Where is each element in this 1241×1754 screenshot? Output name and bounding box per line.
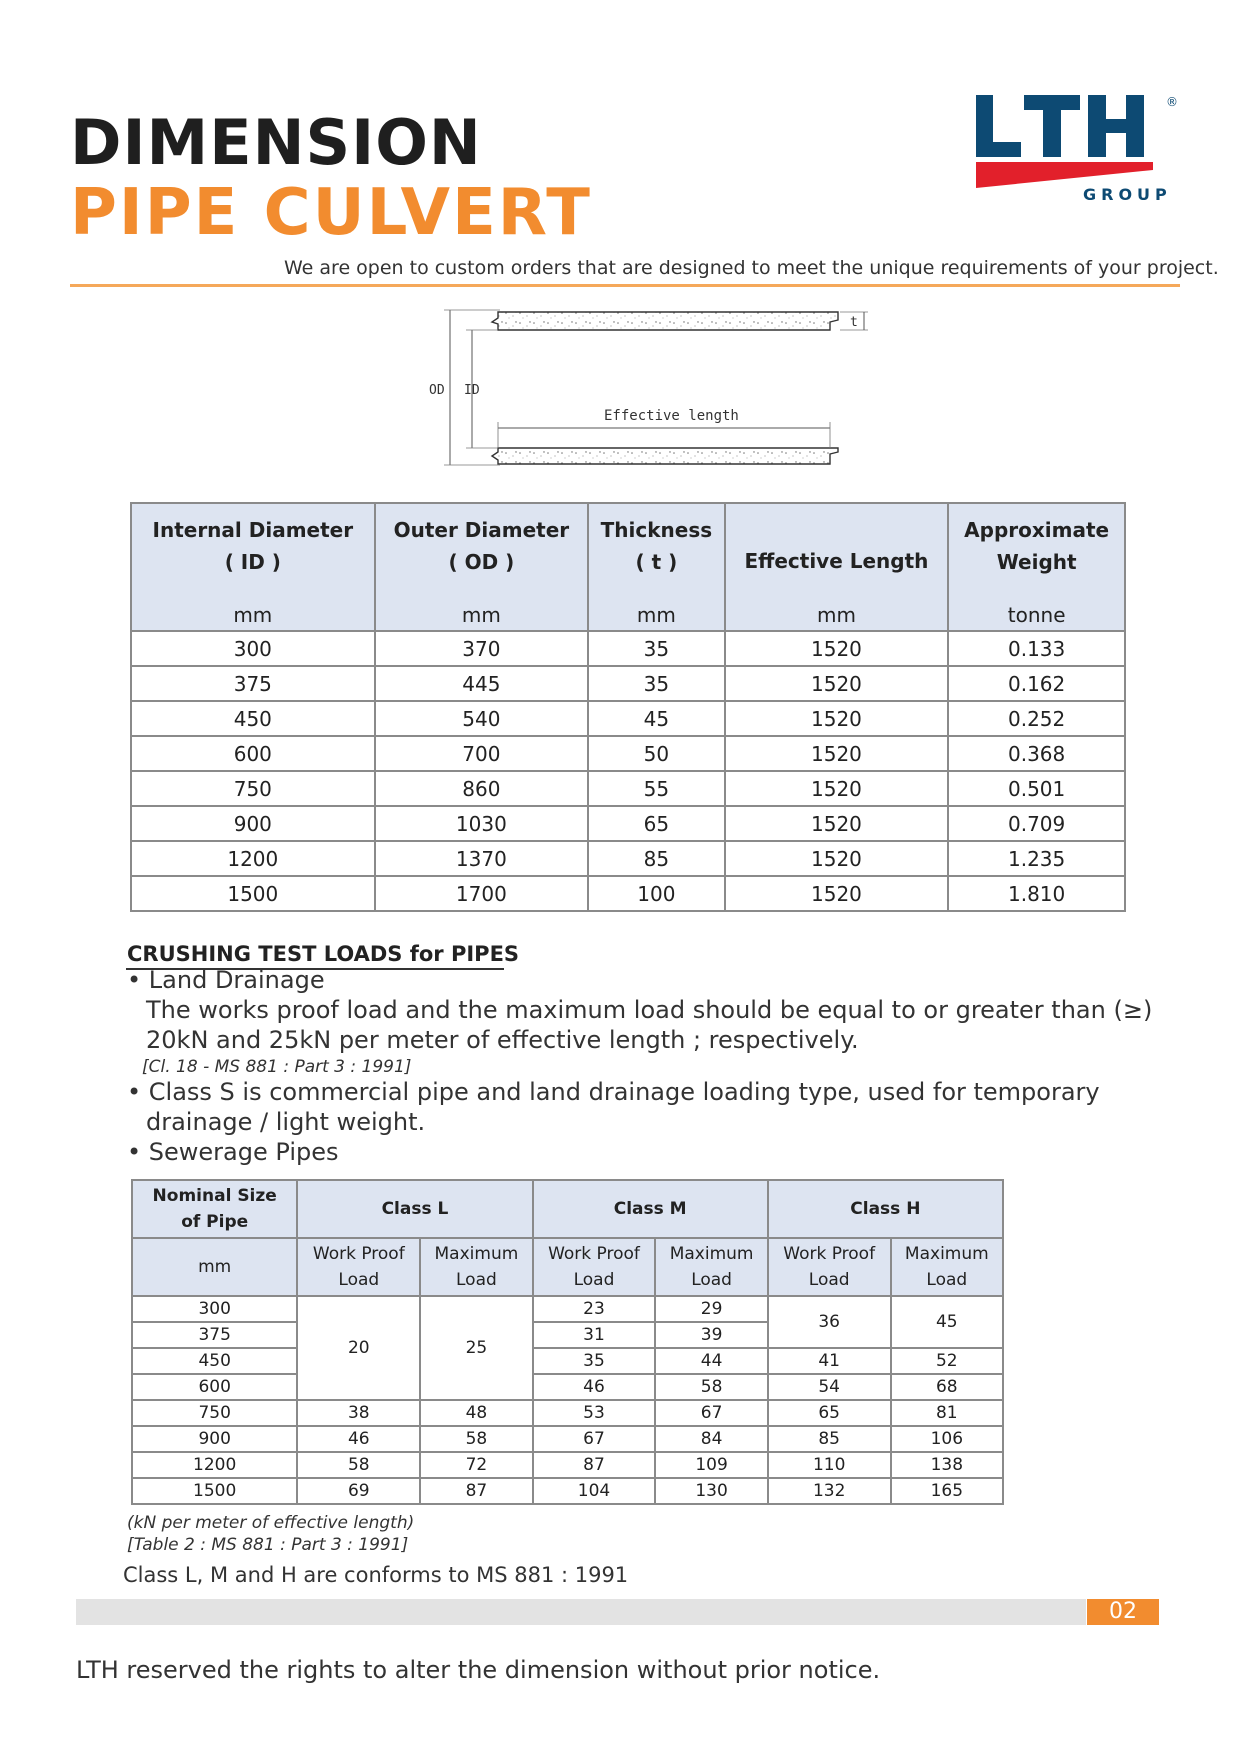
table-row: 1500 1700 100 1520 1.810 bbox=[131, 876, 1125, 911]
effective-length-label: Effective length bbox=[604, 408, 739, 424]
table-row: 600 46 58 54 68 bbox=[132, 1374, 1003, 1400]
table-row: 900 1030 65 1520 0.709 bbox=[131, 806, 1125, 841]
table-row: 1500 69 87 104 130 132 165 bbox=[132, 1478, 1003, 1504]
thickness-label: t bbox=[850, 315, 858, 330]
page-title-line1: DIMENSION bbox=[70, 106, 482, 179]
unit-cell: mm bbox=[131, 600, 375, 631]
section-heading: CRUSHING TEST LOADS for PIPES bbox=[127, 942, 520, 966]
table-row: 300 20 25 23 29 36 45 bbox=[132, 1296, 1003, 1322]
header-maximum-load: Maximum Load bbox=[655, 1238, 767, 1296]
table-row: 450 35 44 41 52 bbox=[132, 1348, 1003, 1374]
page-title-line2: PIPE CULVERT bbox=[70, 176, 592, 250]
table-row: 750 860 55 1520 0.501 bbox=[131, 771, 1125, 806]
table-row: 375 31 39 bbox=[132, 1322, 1003, 1348]
header-thickness: Thickness ( t ) bbox=[588, 503, 725, 600]
dimension-table bbox=[130, 502, 1126, 912]
table-row: 450 540 45 1520 0.252 bbox=[131, 701, 1125, 736]
header-class-h: Class H bbox=[768, 1180, 1003, 1238]
header-effective-length: Effective Length bbox=[725, 503, 949, 600]
land-drainage-text-line2: 20kN and 25kN per meter of effective length ; respectively. bbox=[146, 1026, 859, 1054]
divider bbox=[70, 284, 1180, 287]
table-row: 375 445 35 1520 0.162 bbox=[131, 666, 1125, 701]
table-row: 1200 1370 85 1520 1.235 bbox=[131, 841, 1125, 876]
bullet-class-s: • Class S is commercial pipe and land drainage loading type, used for temporary bbox=[127, 1078, 1100, 1106]
lth-group-logo bbox=[976, 92, 1186, 207]
header-nominal-size: Nominal Size of Pipe bbox=[132, 1180, 297, 1238]
logo-subtitle: GROUP bbox=[1083, 185, 1172, 204]
land-drainage-text-line1: The works proof load and the maximum load should be equal to or greater than (≥) bbox=[146, 996, 1153, 1024]
header-maximum-load: Maximum Load bbox=[420, 1238, 532, 1296]
unit-cell: tonne bbox=[948, 600, 1125, 631]
unit-cell: mm bbox=[588, 600, 725, 631]
table-row: 900 46 58 67 84 85 106 bbox=[132, 1426, 1003, 1452]
header-internal-diameter: Internal Diameter ( ID ) bbox=[131, 503, 375, 600]
table-row: 750 38 48 53 67 65 81 bbox=[132, 1400, 1003, 1426]
svg-text:®: ® bbox=[1166, 95, 1178, 109]
header-work-proof-load: Work Proof Load bbox=[768, 1238, 891, 1296]
conformance-note: Class L, M and H are conforms to MS 881 : 1991 bbox=[123, 1563, 629, 1587]
od-label: OD bbox=[429, 383, 445, 398]
footer-disclaimer: LTH reserved the rights to alter the dimension without prior notice. bbox=[76, 1656, 881, 1684]
footer-bar bbox=[76, 1599, 1086, 1625]
unit-cell: mm bbox=[725, 600, 949, 631]
reference-note: [Cl. 18 - MS 881 : Part 3 : 1991] bbox=[142, 1057, 412, 1077]
pipe-diagram bbox=[420, 300, 880, 480]
table-row: 1200 58 72 87 109 110 138 bbox=[132, 1452, 1003, 1478]
header-approximate-weight: Approximate Weight bbox=[948, 503, 1125, 600]
crushing-load-table bbox=[131, 1179, 1004, 1505]
bullet-sewerage-pipes: • Sewerage Pipes bbox=[127, 1138, 339, 1166]
nominal-unit: mm bbox=[132, 1238, 297, 1296]
bullet-land-drainage: • Land Drainage bbox=[127, 966, 325, 994]
header-maximum-load: Maximum Load bbox=[891, 1238, 1003, 1296]
header-outer-diameter: Outer Diameter ( OD ) bbox=[375, 503, 589, 600]
header-class-m: Class M bbox=[533, 1180, 768, 1238]
tagline: We are open to custom orders that are designed to meet the unique requirements of your project. bbox=[284, 257, 1219, 279]
table-row: 300 370 35 1520 0.133 bbox=[131, 631, 1125, 666]
header-work-proof-load: Work Proof Load bbox=[297, 1238, 420, 1296]
page-number: 02 bbox=[1087, 1599, 1159, 1625]
table-row: 600 700 50 1520 0.368 bbox=[131, 736, 1125, 771]
class-s-text-line2: drainage / light weight. bbox=[146, 1108, 426, 1136]
id-label: ID bbox=[464, 383, 480, 398]
table-reference: [Table 2 : MS 881 : Part 3 : 1991] bbox=[127, 1535, 409, 1555]
header-class-l: Class L bbox=[297, 1180, 532, 1238]
unit-cell: mm bbox=[375, 600, 589, 631]
header-work-proof-load: Work Proof Load bbox=[533, 1238, 656, 1296]
unit-note: (kN per meter of effective length) bbox=[127, 1513, 415, 1533]
